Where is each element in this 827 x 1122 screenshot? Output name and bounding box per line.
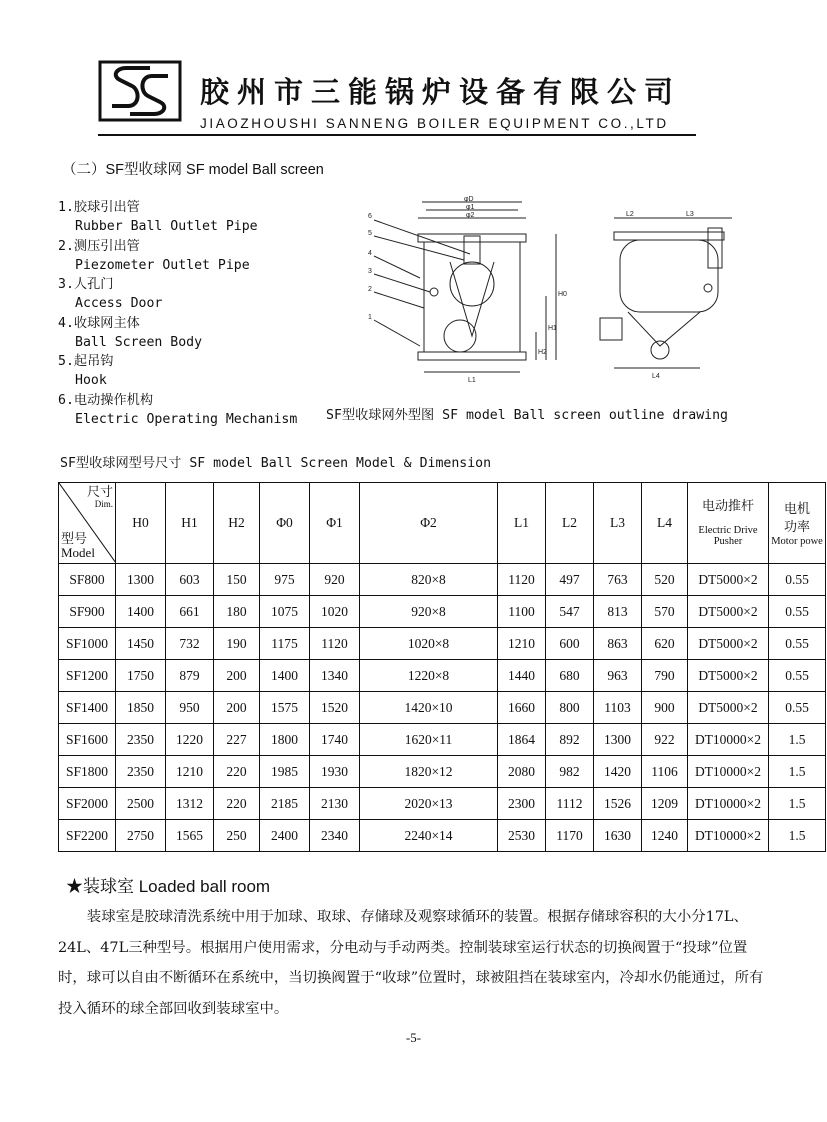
part-name-cn: 5.起吊钩 (58, 354, 114, 369)
table-cell: 1312 (166, 788, 214, 820)
table-cell: 1300 (594, 724, 642, 756)
table-cell: 1850 (116, 692, 166, 724)
column-header: Φ2 (360, 483, 498, 564)
dim-label-phi1: φ1 (466, 204, 475, 211)
part-name-en: Piezometer Outlet Pipe (75, 257, 250, 273)
outline-drawing (360, 196, 780, 396)
table-cell: 2400 (260, 820, 310, 852)
front-view (368, 196, 567, 384)
table-cell: 1175 (260, 628, 310, 660)
table-cell: 1565 (166, 820, 214, 852)
side-view (600, 211, 732, 380)
table-cell: 1103 (594, 692, 642, 724)
table-cell: 879 (166, 660, 214, 692)
model-cell: SF1800 (59, 756, 116, 788)
table-cell: 1120 (498, 564, 546, 596)
table-cell: 790 (642, 660, 688, 692)
callout-2: 2 (368, 286, 372, 293)
table-caption: SF型收球网型号尺寸 SF model Ball Screen Model & Dimension (60, 456, 492, 471)
part-item (58, 198, 318, 236)
table-row (59, 724, 826, 756)
pusher-header-cn: 电动推杆 (701, 498, 754, 513)
column-header: H2 (214, 483, 260, 564)
table-cell: 800 (546, 692, 594, 724)
corner-dim-cn: 尺寸 (86, 484, 113, 499)
column-header: L1 (498, 483, 546, 564)
table-cell: 1400 (260, 660, 310, 692)
part-item (58, 314, 318, 352)
table-cell: 227 (214, 724, 260, 756)
part-name-en: Hook (75, 373, 107, 388)
model-cell: SF2000 (59, 788, 116, 820)
table-cell: 2080 (498, 756, 546, 788)
table-cell: 1075 (260, 596, 310, 628)
table-cell: 2020×13 (360, 788, 498, 820)
table-cell: 1526 (594, 788, 642, 820)
dim-label-l2: L2 (626, 211, 634, 218)
parts-list (58, 198, 318, 429)
table-cell: 1.5 (769, 788, 826, 820)
model-cell: SF1000 (59, 628, 116, 660)
table-cell: 920 (310, 564, 360, 596)
table-cell: DT10000×2 (688, 820, 769, 852)
table-cell: 150 (214, 564, 260, 596)
table-cell: 570 (642, 596, 688, 628)
table-cell: 1575 (260, 692, 310, 724)
header-divider (98, 134, 696, 136)
table-cell: 1220×8 (360, 660, 498, 692)
dim-label-l3: L3 (686, 211, 694, 218)
corner-model-cn: 型号 (61, 531, 88, 546)
part-name-cn: 4.收球网主体 (58, 315, 140, 331)
corner-model-en: Model (61, 545, 95, 560)
table-cell: DT5000×2 (688, 596, 769, 628)
callout-6: 6 (368, 213, 372, 220)
table-cell: 900 (642, 692, 688, 724)
table-cell: 922 (642, 724, 688, 756)
motor-header-en: Motor powe (771, 535, 823, 547)
table-cell: 763 (594, 564, 642, 596)
model-cell: SF1600 (59, 724, 116, 756)
table-cell: 1.5 (769, 820, 826, 852)
part-item (58, 352, 318, 390)
motor-header (769, 483, 826, 564)
table-cell: 0.55 (769, 564, 826, 596)
table-cell: 2530 (498, 820, 546, 852)
table-cell: 1020 (310, 596, 360, 628)
table-row (59, 628, 826, 660)
dimension-table (58, 482, 826, 852)
dim-label-l1: L1 (468, 377, 476, 384)
table-cell: 1240 (642, 820, 688, 852)
table-cell: 200 (214, 660, 260, 692)
table-cell: 1170 (546, 820, 594, 852)
pusher-header-en1: Electric Drive (698, 525, 758, 536)
table-cell: 1800 (260, 724, 310, 756)
table-cell: 0.55 (769, 692, 826, 724)
table-row (59, 692, 826, 724)
callout-3: 3 (368, 268, 372, 275)
table-cell: 982 (546, 756, 594, 788)
corner-dim-label (87, 485, 113, 511)
page-number: -5- (405, 1030, 422, 1045)
table-cell: 863 (594, 628, 642, 660)
table-cell: DT5000×2 (688, 692, 769, 724)
table-cell: 1750 (116, 660, 166, 692)
loaded-ball-room-paragraph: 装球室是胶球清洗系统中用于加球、取球、存储球及观察球循环的装置。根据存储球容积的大小分17L、24L、47L三种型号。根据用户使用需求，分电动与手动两类。控制装球室运行状态的切换阀置于“投球”位置时，球可以自由不断循环在系统中，当切换阀置于“收球”位置时，球被阻挡在装球室内，冷却水仍能通过，所有投入循环的球全部回收到装球室中。 (58, 909, 764, 1017)
table-cell: 661 (166, 596, 214, 628)
table-cell: 1106 (642, 756, 688, 788)
part-name-cn: 1.胶球引出管 (58, 200, 140, 215)
table-cell: 680 (546, 660, 594, 692)
model-cell: SF2200 (59, 820, 116, 852)
table-cell: 2350 (116, 756, 166, 788)
table-cell: 1209 (642, 788, 688, 820)
corner-dim-en: Dim. (94, 499, 113, 509)
table-cell: 220 (214, 756, 260, 788)
column-header: Φ0 (260, 483, 310, 564)
section-title: （二）SF型收球网 SF model Ball screen (62, 162, 324, 178)
table-cell: 1210 (166, 756, 214, 788)
table-row (59, 820, 826, 852)
part-item (58, 275, 318, 313)
callout-1: 1 (368, 314, 372, 321)
table-row (59, 660, 826, 692)
table-cell: 0.55 (769, 660, 826, 692)
dim-label-phi2: φ2 (466, 212, 475, 219)
pusher-header (688, 483, 769, 564)
table-cell: 1820×12 (360, 756, 498, 788)
table-cell: 620 (642, 628, 688, 660)
table-cell: 220 (214, 788, 260, 820)
table-row (59, 788, 826, 820)
table-cell: 1420 (594, 756, 642, 788)
model-cell: SF1200 (59, 660, 116, 692)
model-cell: SF900 (59, 596, 116, 628)
callout-5: 5 (368, 230, 372, 237)
column-header: L3 (594, 483, 642, 564)
column-header: L2 (546, 483, 594, 564)
motor-header-cn1: 电机 (783, 500, 810, 516)
table-cell: 1520 (310, 692, 360, 724)
dim-label-h1: H1 (548, 325, 557, 332)
dim-label-l4: L4 (652, 373, 660, 380)
table-cell: 1210 (498, 628, 546, 660)
part-name-en: Access Door (75, 296, 163, 311)
table-cell: 2240×14 (360, 820, 498, 852)
table-cell: 813 (594, 596, 642, 628)
table-cell: 603 (166, 564, 214, 596)
table-cell: 180 (214, 596, 260, 628)
table-cell: 2300 (498, 788, 546, 820)
table-cell: 1864 (498, 724, 546, 756)
column-header: H1 (166, 483, 214, 564)
table-cell: 1120 (310, 628, 360, 660)
table-cell: 1.5 (769, 756, 826, 788)
table-cell: 1440 (498, 660, 546, 692)
loaded-ball-room-title: ★装球室 Loaded ball room (66, 877, 271, 896)
column-header: L4 (642, 483, 688, 564)
table-cell: 497 (546, 564, 594, 596)
part-item (58, 391, 318, 429)
company-name-en: JIAOZHOUSHI SANNENG BOILER EQUIPMENT CO.,LTD (200, 116, 669, 131)
table-cell: 0.55 (769, 628, 826, 660)
table-cell: 2750 (116, 820, 166, 852)
table-row (59, 596, 826, 628)
pusher-header-en2: Pusher (713, 536, 743, 547)
column-header: H0 (116, 483, 166, 564)
table-cell: 1100 (498, 596, 546, 628)
table-cell: 1400 (116, 596, 166, 628)
part-name-en: Ball Screen Body (75, 334, 203, 350)
company-logo (98, 60, 182, 122)
table-cell: 892 (546, 724, 594, 756)
table-row (59, 756, 826, 788)
table-cell: 1340 (310, 660, 360, 692)
drawing-caption: SF型收球网外型图 SF model Ball screen outline drawing (326, 408, 728, 423)
table-cell: 190 (214, 628, 260, 660)
table-cell: 2500 (116, 788, 166, 820)
table-cell: 1660 (498, 692, 546, 724)
table-cell: 963 (594, 660, 642, 692)
table-cell: 0.55 (769, 596, 826, 628)
part-name-cn: 3.人孔门 (58, 277, 114, 292)
company-name-cn: 胶州市三能锅炉设备有限公司 (200, 75, 682, 109)
table-cell: 1020×8 (360, 628, 498, 660)
callout-4: 4 (368, 250, 372, 257)
table-header-row (59, 483, 826, 564)
model-cell: SF1400 (59, 692, 116, 724)
table-cell: 1450 (116, 628, 166, 660)
table-cell: 975 (260, 564, 310, 596)
table-cell: 200 (214, 692, 260, 724)
motor-header-cn2: 功率 (783, 518, 810, 534)
corner-header-cell (59, 483, 116, 564)
table-cell: 732 (166, 628, 214, 660)
table-cell: 820×8 (360, 564, 498, 596)
dim-label-h2: H2 (538, 349, 547, 356)
table-cell: 1930 (310, 756, 360, 788)
table-cell: 2185 (260, 788, 310, 820)
dim-label-h0: H0 (558, 291, 567, 298)
table-cell: 2350 (116, 724, 166, 756)
table-cell: 950 (166, 692, 214, 724)
table-cell: 1220 (166, 724, 214, 756)
table-cell: DT5000×2 (688, 660, 769, 692)
table-cell: DT10000×2 (688, 756, 769, 788)
table-cell: 2340 (310, 820, 360, 852)
table-cell: 920×8 (360, 596, 498, 628)
table-cell: 1.5 (769, 724, 826, 756)
corner-model-label (61, 532, 95, 560)
table-cell: DT5000×2 (688, 628, 769, 660)
table-row (59, 564, 826, 596)
table-cell: DT5000×2 (688, 564, 769, 596)
part-name-en: Electric Operating Mechanism (75, 411, 298, 427)
table-cell: 1300 (116, 564, 166, 596)
table-cell: 1630 (594, 820, 642, 852)
dim-label-phi0: φD (464, 196, 474, 203)
part-name-en: Rubber Ball Outlet Pipe (75, 219, 258, 234)
part-item (58, 237, 318, 275)
table-cell: 520 (642, 564, 688, 596)
table-cell: DT10000×2 (688, 724, 769, 756)
table-cell: 1740 (310, 724, 360, 756)
table-cell: 1620×11 (360, 724, 498, 756)
table-cell: 2130 (310, 788, 360, 820)
part-name-cn: 2.测压引出管 (58, 238, 140, 254)
table-cell: 547 (546, 596, 594, 628)
table-cell: 250 (214, 820, 260, 852)
part-name-cn: 6.电动操作机构 (58, 392, 154, 408)
table-cell: 1985 (260, 756, 310, 788)
table-cell: DT10000×2 (688, 788, 769, 820)
table-cell: 1420×10 (360, 692, 498, 724)
table-cell: 600 (546, 628, 594, 660)
table-body (59, 564, 826, 852)
model-cell: SF800 (59, 564, 116, 596)
column-header: Φ1 (310, 483, 360, 564)
table-cell: 1112 (546, 788, 594, 820)
